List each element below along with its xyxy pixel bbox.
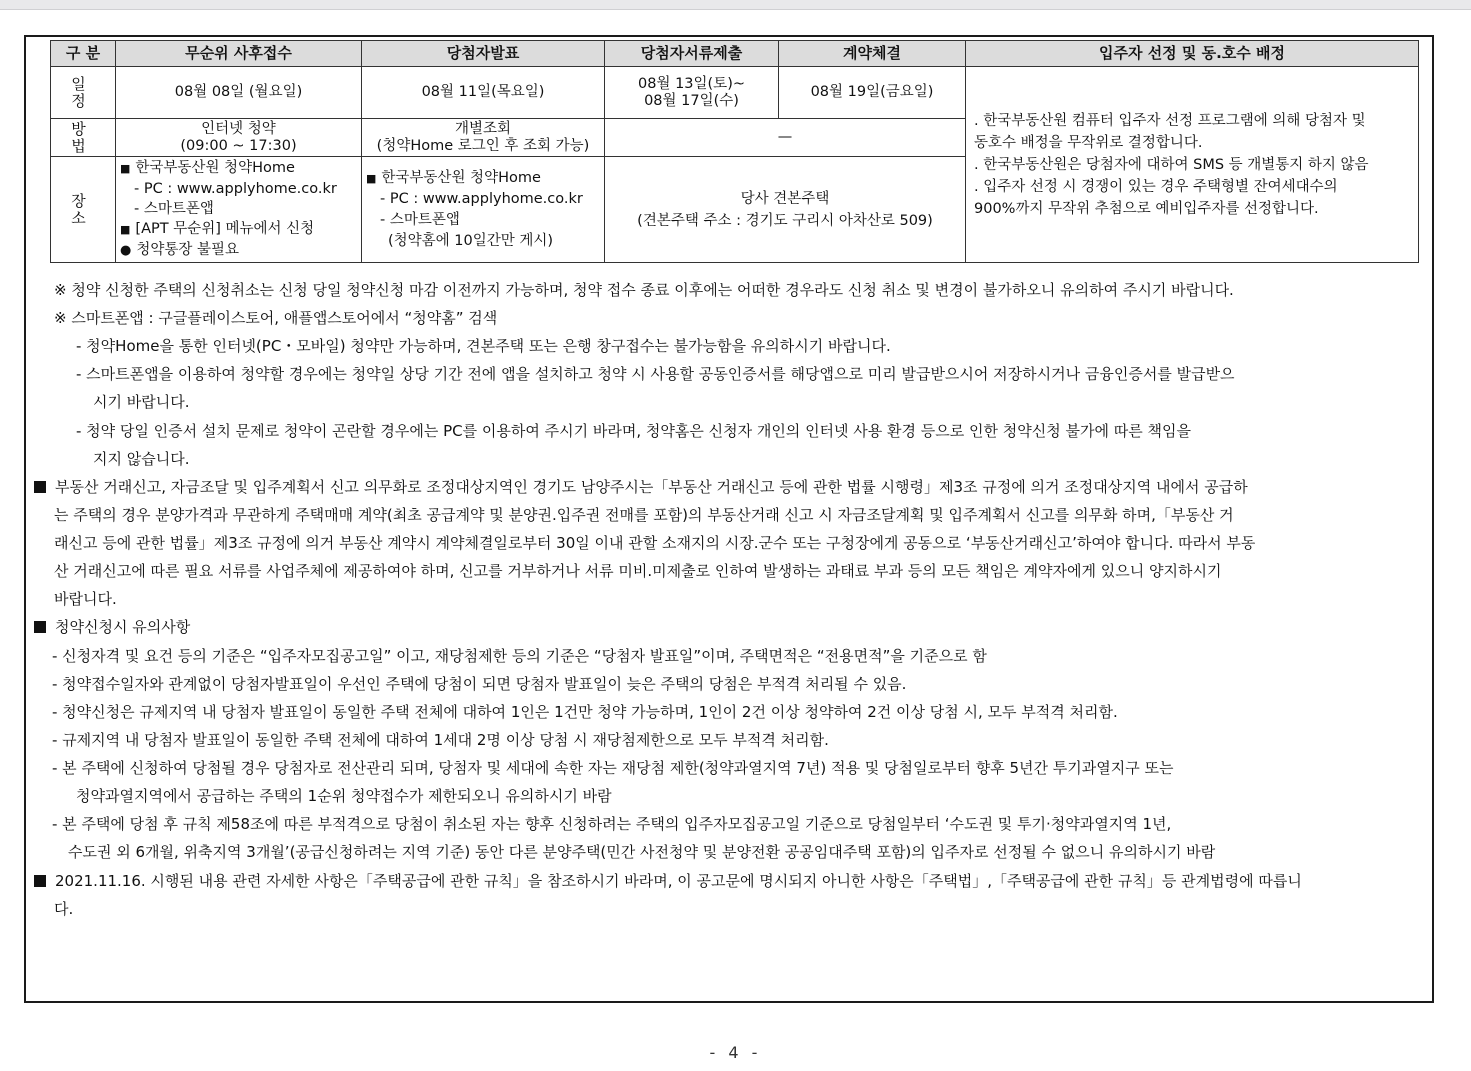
place-line: (청약홈에 10일간만 게시)	[388, 232, 554, 249]
report-text: 부동산 거래신고, 자금조달 및 입주계획서 신고 의무화로 조정대상지역인 경기도 남양주시는「부동산 거래신고 등에 관한 법률 시행령」제3조 규정에 의거 조정대상지역 내에서 공급하	[55, 478, 1248, 496]
header-contract: 계약체결	[779, 41, 966, 67]
place-text: 한국부동산원 청약Home	[381, 169, 541, 186]
report-line	[34, 476, 1248, 497]
method-late-application	[116, 119, 362, 157]
report-line: 바랍니다.	[54, 590, 117, 608]
place-text: 한국부동산원 청약Home	[135, 160, 295, 176]
square-bullet-icon	[34, 875, 46, 887]
header-row	[51, 41, 1419, 67]
place-line	[120, 240, 357, 261]
note-line: - 스마트폰앱을 이용하여 청약할 경우에는 청약일 상당 기간 전에 앱을 설치하고 청약 시 사용할 공동인증서를 해당앱으로 미리 발급받으시어 저장하시거나 금융인증서를 발급받으	[76, 365, 1235, 383]
place-text: [APT 무순위] 메뉴에서 신청	[135, 221, 315, 237]
selection-line: . 입주자 선정 시 경쟁이 있는 경우 주택형별 잔여세대수의	[974, 178, 1338, 195]
date-doc-end: 08월 17일(수)	[644, 92, 739, 109]
note-line: 시기 바랍니다.	[93, 393, 190, 411]
selection-cell	[966, 67, 1419, 263]
rule-text: 2021.11.16. 시행된 내용 관련 자세한 사항은「주택공급에 관한 규칙」을 참조하시기 바라며, 이 공고문에 명시되지 아니한 사항은「주택법」,「주택공급에 관한 규칙」등 관계법령에 따릅니	[55, 872, 1302, 890]
report-line: 산 거래신고에 따른 필요 서류를 사업주체에 제공하여야 하며, 신고를 거부하거나 서류 미비.미제출로 인하여 발생하는 과태료 부과 등의 모든 책임은 계약자에게 있으니 양지하시기	[54, 562, 1222, 580]
selection-line: . 한국부동산원 컴퓨터 입주자 선정 프로그램에 의해 당첨자 및	[974, 112, 1366, 129]
place-late-application	[116, 157, 362, 263]
place-announcement	[362, 157, 605, 263]
place-line: - 스마트폰앱	[134, 201, 214, 217]
caution-line: 청약과열지역에서 공급하는 주택의 1순위 청약접수가 제한되오니 유의하시기 바람	[76, 787, 612, 805]
place-line	[120, 219, 357, 240]
caution-line: 수도권 외 6개월, 위축지역 3개월’(공급신청하려는 지역 기준) 동안 다른 분양주택(민간 사전청약 및 분양전환 공공임대주택 포함)의 입주자로 선정될 수 없으니 유의하시기 바람	[68, 843, 1216, 861]
caution-line: - 청약신청은 규제지역 내 당첨자 발표일이 동일한 주택 전체에 대하여 1인은 1건만 청약 가능하며, 1인이 2건 이상 청약하여 2건 이상 당첨 시, 모두 부적격 처리함.	[52, 703, 1118, 721]
method-announcement	[362, 119, 605, 157]
square-bullet-icon	[34, 481, 46, 493]
square-bullet-icon	[34, 621, 46, 633]
place-line: - PC : www.applyhome.co.kr	[380, 190, 583, 207]
page-number: - 4 -	[709, 1043, 762, 1062]
report-line: 래신고 등에 관한 법률」제3조 규정에 의거 부동산 계약시 계약체결일로부터 30일 이내 관할 소재지의 시장.군수 또는 구청장에게 공동으로 ‘부동산거래신고’하여야 합니다. 따라서 부동	[54, 534, 1256, 552]
date-contract: 08월 19일(금요일)	[779, 67, 966, 119]
place-line: - 스마트폰앱	[380, 211, 460, 228]
note-line: 지지 않습니다.	[93, 450, 190, 468]
selection-line: . 한국부동산원은 당첨자에 대하여 SMS 등 개별통지 하지 않음	[974, 156, 1369, 173]
schedule-table	[50, 40, 1419, 263]
row-label-date: 일 정	[51, 67, 116, 119]
top-toolbar-strip	[0, 0, 1471, 10]
note-line: ※ 청약 신청한 주택의 신청취소는 신청 당일 청약신청 마감 이전까지 가능하며, 청약 접수 종료 이후에는 어떠한 경우라도 신청 취소 및 변경이 불가하오니 유의하여 주시기 바랍니다.	[54, 281, 1234, 299]
square-bullet-icon: ■	[366, 171, 377, 185]
caution-line: - 청약접수일자와 관계없이 당첨자발표일이 우선인 주택에 당첨이 되면 당첨자 발표일이 늦은 주택의 당첨은 부적격 처리될 수 있음.	[52, 675, 907, 693]
report-line: 는 주택의 경우 분양가격과 무관하게 주택매매 계약(최초 공급계약 및 분양권.입주권 전매를 포함)의 부동산거래 신고 시 자금조달계획 및 입주계획서 신고를 의무화 하며,「부동산 거	[54, 506, 1234, 524]
caution-title	[34, 616, 190, 637]
place-line: (견본주택 주소 : 경기도 구리시 아차산로 509)	[637, 212, 933, 229]
note-line: - 청약 당일 인증서 설치 문제로 청약이 곤란할 경우에는 PC를 이용하여 주시기 바라며, 청약홈은 신청자 개인의 인터넷 사용 환경 등으로 인한 청약신청 불가에 따른 책임을	[76, 422, 1191, 440]
method-line: 인터넷 청약	[201, 120, 276, 137]
place-line: 당사 견본주택	[740, 190, 830, 207]
note-line: ※ 스마트폰앱 : 구글플레이스토어, 애플앱스토어에서 “청약홈” 검색	[54, 309, 498, 327]
row-label-method: 방 법	[51, 119, 116, 157]
caution-title-text: 청약신청시 유의사항	[55, 618, 191, 636]
date-late-application: 08월 08일 (월요일)	[116, 67, 362, 119]
selection-line: 900%까지 무작위 추첨으로 예비입주자를 선정합니다.	[974, 200, 1319, 217]
row-label-place: 장 소	[51, 157, 116, 263]
circle-bullet-icon: ●	[120, 243, 132, 258]
method-contract-dash: —	[605, 119, 966, 157]
place-model-house	[605, 157, 966, 263]
method-line: (09:00 ~ 17:30)	[180, 137, 297, 154]
date-document-submission	[605, 67, 779, 119]
rule-line: 다.	[54, 900, 74, 918]
place-line	[120, 158, 357, 179]
rule-line	[34, 870, 1302, 891]
header-document-submission: 당첨자서류제출	[605, 41, 779, 67]
square-bullet-icon: ■	[120, 223, 131, 236]
method-line: 개별조회	[454, 120, 512, 137]
header-selection: 입주자 선정 및 동.호수 배정	[966, 41, 1419, 67]
caution-line: - 규제지역 내 당첨자 발표일이 동일한 주택 전체에 대하여 1세대 2명 이상 당첨 시 재당첨제한으로 모두 부적격 처리함.	[52, 731, 829, 749]
header-category: 구 분	[51, 41, 116, 67]
selection-line: 동호수 배정을 무작위로 결정합니다.	[974, 134, 1203, 151]
date-announcement: 08월 11일(목요일)	[362, 67, 605, 119]
caution-line: - 본 주택에 당첨 후 규칙 제58조에 따른 부적격으로 당첨이 취소된 자는 향후 신청하려는 주택의 입주자모집공고일 기준으로 당첨일부터 ‘수도권 및 투기·청약과열지역 1년,	[52, 815, 1172, 833]
method-line: (청약Home 로그인 후 조회 가능)	[376, 137, 590, 154]
place-text: 청약통장 불필요	[136, 242, 240, 258]
header-winner-announcement: 당첨자발표	[362, 41, 605, 67]
place-line: - PC : www.applyhome.co.kr	[134, 181, 337, 197]
caution-line: - 본 주택에 신청하여 당첨될 경우 당첨자로 전산관리 되며, 당첨자 및 세대에 속한 자는 재당첨 제한(청약과열지역 7년) 적용 및 당첨일로부터 향후 5년간 투기과열지구 또는	[52, 759, 1174, 777]
square-bullet-icon: ■	[120, 162, 131, 175]
date-row	[51, 67, 1419, 119]
place-line	[366, 168, 600, 189]
caution-line: - 신청자격 및 요건 등의 기준은 “입주자모집공고일” 이고, 재당첨제한 등의 기준은 “당첨자 발표일”이며, 주택면적은 “전용면적”을 기준으로 함	[52, 647, 987, 665]
note-line: - 청약Home을 통한 인터넷(PC・모바일) 청약만 가능하며, 견본주택 또는 은행 창구접수는 불가능함을 유의하시기 바랍니다.	[76, 337, 891, 355]
date-doc-start: 08월 13일(토)~	[638, 75, 745, 92]
header-late-application: 무순위 사후접수	[116, 41, 362, 67]
